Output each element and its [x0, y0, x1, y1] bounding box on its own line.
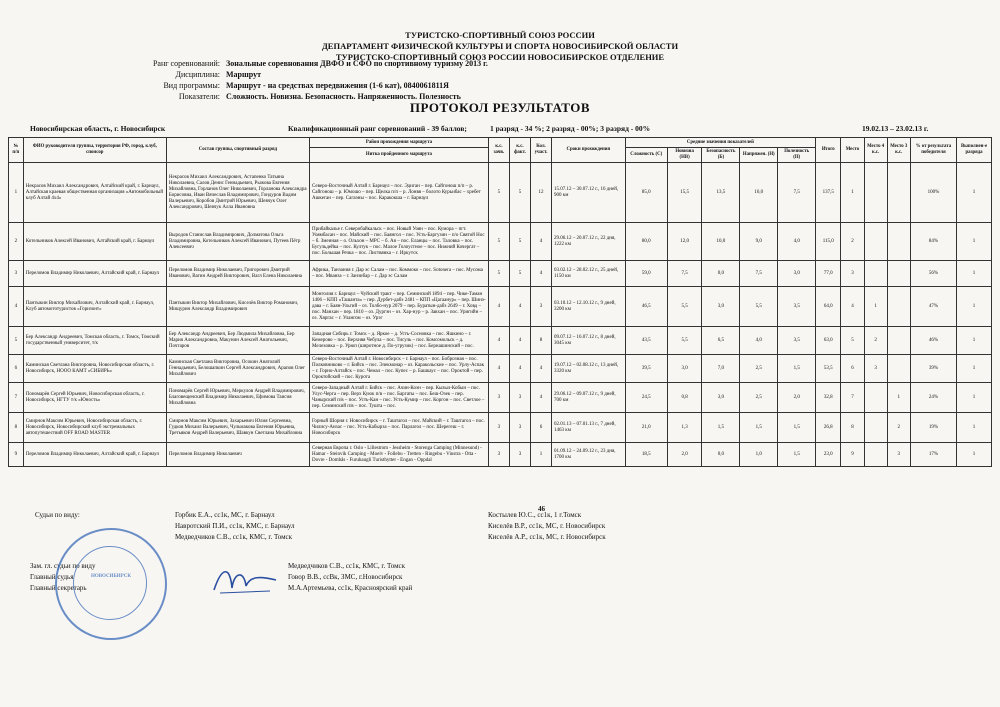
row-ks-plan: 4	[488, 327, 509, 355]
row-pct: 46%	[910, 327, 956, 355]
row-novelty: 5,5	[667, 327, 702, 355]
row-total: 63,0	[816, 327, 841, 355]
row-num: 1	[9, 163, 24, 223]
row-group: Смирнов Максим Юрьевич, Захарьевич Юлия Сергеевна, Гудков Михаил Валерьевич, Чульмакова Евгения Юрьевна, Третьяков Андрей Валерьевич, Шавкун Светлана Михайловна	[166, 413, 309, 443]
row-utility: 2,0	[778, 383, 816, 413]
row-leader: Каминская Светлана Викторовна, Новосибирская область, г. Новосибирск, НООО КАМТ «СИБИРЬ»	[23, 355, 166, 383]
row-group: Пантыкин Виктор Михайлович, Киселёв Виктор Романович, Мищурин Александр Владимирович	[166, 287, 309, 327]
row-grade: 1	[957, 413, 992, 443]
secretary-name: М.А.Артемьева, сс1к, Красноярский край	[288, 584, 413, 592]
meta-block	[20, 58, 488, 102]
judge-right: Киселёв В.Р., сс1к, МС, г. Новосибирск	[488, 522, 606, 530]
row-safety: 3,0	[702, 383, 740, 413]
row-safety: 7,0	[702, 355, 740, 383]
row-grade: 1	[957, 261, 992, 287]
subline-rank: Квалификационный ранг соревнований - 39 баллов;	[288, 124, 467, 133]
row-total: 23,0	[816, 443, 841, 467]
row-dates: 03.10.12 – 12.10.12 г., 9 дней, 3200 км	[552, 287, 626, 327]
row-complexity: 43,5	[625, 327, 667, 355]
row-dates: 01.09.12 – 24.09.12 г., 23 дня, 1700 км	[552, 443, 626, 467]
meta-key: Дисциплина:	[175, 70, 220, 79]
col-complexity: Сложность (С)	[625, 148, 667, 163]
row-utility: 3,5	[778, 327, 816, 355]
row-total: 77,0	[816, 261, 841, 287]
row-pct: 17%	[910, 443, 956, 467]
row-num: 9	[9, 443, 24, 467]
row-ks-plan: 3	[488, 413, 509, 443]
row-ks-fact: 3	[509, 383, 530, 413]
row-place: 6	[841, 355, 864, 383]
judge-left: Горбик Е.А., сс1к, МС, г. Барнаул	[175, 511, 275, 519]
meta-key: Вид программы:	[163, 81, 220, 90]
col-area-top: Район прохождения маршрута	[309, 138, 488, 148]
col-safety: Безопасность (Б)	[702, 148, 740, 163]
secretary-label: Главный секретарь	[30, 584, 87, 592]
col-dates: Сроки прохождения	[552, 138, 626, 163]
row-count: 4	[530, 261, 551, 287]
row-ks-plan: 3	[488, 443, 509, 467]
row-num: 8	[9, 413, 24, 443]
row-place3	[887, 327, 910, 355]
col-ks-plan: к.с. зачв.	[488, 138, 509, 163]
row-count: 6	[530, 413, 551, 443]
row-count: 8	[530, 327, 551, 355]
page-title: ПРОТОКОЛ РЕЗУЛЬТАТОВ	[409, 100, 591, 115]
row-safety: 3,0	[702, 287, 740, 327]
table-row	[9, 223, 992, 261]
row-pct: 56%	[910, 261, 956, 287]
row-place4	[864, 383, 887, 413]
row-leader: Пономарёв Сергей Юрьевич, Новосибирская область, г. Новосибирск, НГТУ т/к «Юность»	[23, 383, 166, 413]
row-novelty: 12,0	[667, 223, 702, 261]
row-route: Северо-Западный Алтай г. Бийск – пос. Ачин-Коэн – пер. Кызыл-Кобын – пос. Улус-Черга – пер. Верх Куюк п/в – пос. Баргаты – пос. Беш-Озек – пер. Чанырский п/в – пос. Усть-Кан – пос. Усть-Кумир – пос. Коргон – пос. Светлое – пер. Семинский п/в – пос. Тушта – пос.	[309, 383, 488, 413]
row-tension: 16,0	[740, 163, 778, 223]
deputy-label: Зам. гл. судьи по виду	[30, 562, 96, 570]
meta-value: Сложность. Новизна. Безопасность. Напряженность. Полезность	[226, 92, 461, 101]
row-complexity: 59,0	[625, 261, 667, 287]
row-safety: 1,5	[702, 413, 740, 443]
row-place4	[864, 443, 887, 467]
row-ks-plan: 4	[488, 355, 509, 383]
row-place3	[887, 223, 910, 261]
row-ks-plan: 5	[488, 163, 509, 223]
row-utility: 3,5	[778, 287, 816, 327]
row-leader: Некрасов Михаил Александрович, Алтайский край, г. Барнаул, Алтайская краевая общественная организация «Автомобильный клуб Алтай 4х4»	[23, 163, 166, 223]
row-grade: 1	[957, 163, 992, 223]
row-utility: 7,5	[778, 163, 816, 223]
col-ks-fact: к.с. факт.	[509, 138, 530, 163]
row-route: Африка, Танзания г. Дар эс Салам – пос. Коммоко – пос. Sotonera – пос. Мусома – пос. Мванза – г. Занзибар – г. Дар эс Салам	[309, 261, 488, 287]
judge-left: Медведчиков С.В., сс1к, КМС, г. Томск	[175, 533, 293, 541]
row-group: Переломов Владимир Николаевич	[166, 443, 309, 467]
row-ks-fact: 4	[509, 287, 530, 327]
results-table	[8, 137, 992, 467]
row-novelty: 2,0	[667, 443, 702, 467]
row-pct: 24%	[910, 383, 956, 413]
col-place: Место	[841, 138, 864, 163]
row-num: 5	[9, 327, 24, 355]
row-tension: 4,0	[740, 327, 778, 355]
row-tension: 9,0	[740, 223, 778, 261]
row-tension: 1,5	[740, 413, 778, 443]
row-dates: 19.07.12 – 02.08.12 г., 13 дней, 3320 км	[552, 355, 626, 383]
row-place: 9	[841, 443, 864, 467]
row-route: Горный Шория г. Новосибирск – г. Таштагол – пос. Майский – г. Таштагол – пос. Чилису-Анзас – пос. Усть-Кабырза – пос. Парлагол – пос. Шерегеш – г. Новосибирск	[309, 413, 488, 443]
row-place4: 1	[864, 287, 887, 327]
row-route: Западная Сибирь г. Томск – д. Яркое – д. Усть-Сосновка – пос. Яшкино – г. Кемерово – пос. Верхняя Чебула – пос. Тисуль – пос. Комсомольск – д. Мелеховка – р. Урюп (широтное д. По-угрузик) – пос. Бернашинский – пос.	[309, 327, 488, 355]
row-utility: 1,5	[778, 355, 816, 383]
subline-place: Новосибирская область, г. Новосибирск	[30, 124, 166, 133]
judge-left: Навротский П.И., сс1к, КМС, г. Барнаул	[175, 522, 295, 530]
row-place: 7	[841, 383, 864, 413]
row-total: 32,8	[816, 383, 841, 413]
subline-dates: 19.02.13 – 23.02.13 г.	[862, 124, 929, 133]
col-grade: Выполнен-е разряда	[957, 138, 992, 163]
row-num: 6	[9, 355, 24, 383]
row-complexity: 24,5	[625, 383, 667, 413]
col-tension: Напряжен. (Н)	[740, 148, 778, 163]
meta-value: Маршрут - на средствах передвижения (1-6 кат), 0840061811Я	[226, 81, 449, 90]
row-count: 4	[530, 355, 551, 383]
row-place3: 3	[887, 443, 910, 467]
row-place4	[864, 163, 887, 223]
row-route: Северо-Восточный Алтай г. Новосибирск – г. Барнаул – пос. Боброзная – пос. Полковниково – г. Бийск – пос. Элекмонар – оз. Каракольские – пос. Урлу-Аспак – г. Горно-Алтайск – пос. Чемал – пос. Купес – р. Башкаус – пос. Ороктой – пер. Ороктойский – пос. Курота	[309, 355, 488, 383]
row-place3	[887, 287, 910, 327]
row-novelty: 7,5	[667, 261, 702, 287]
row-complexity: 21,0	[625, 413, 667, 443]
row-leader: Переломов Владимир Николаевич, Алтайский край, г. Барнаул	[23, 443, 166, 467]
row-dates: 29.06.12 – 20.07.12 г., 22 дня, 1222 км	[552, 223, 626, 261]
row-pct: 47%	[910, 287, 956, 327]
row-grade: 1	[957, 287, 992, 327]
row-tension: 7,5	[740, 261, 778, 287]
row-novelty: 3,0	[667, 355, 702, 383]
row-grade: 1	[957, 327, 992, 355]
row-tension: 2,5	[740, 355, 778, 383]
col-leader: ФИО руководителя группы, территория РФ, город, клуб, спонсор	[23, 138, 166, 163]
row-count: 1	[530, 443, 551, 467]
row-place: 1	[841, 163, 864, 223]
table-row	[9, 163, 992, 223]
row-route: Северная Европа г. Oslo - Lillestrom - Jessheim - Storenga Camping (Minnesund) - Hamar - Steinvik Camping - Moelv - Follebu - Tretten - Ringebu - Vinstra - Otta - Dovre - Dombås - Furuhaugli Turisthytter - Engan - Oppdal	[309, 443, 488, 467]
row-leader: Пантыкин Виктор Михайлович, Алтайский край, г. Барнаул, Клуб автомототуристов «Горизонт»	[23, 287, 166, 327]
row-place3: 2	[887, 413, 910, 443]
row-dates: 29.06.12 – 09.07.12 г., 9 дней, 700 км	[552, 383, 626, 413]
row-pct: 84%	[910, 223, 956, 261]
stamp-text: НОВОСИБИРСК	[90, 574, 132, 579]
col-group: Состав группы, спортивный разряд	[166, 138, 309, 163]
row-route: Монголия г. Барнаул – Чуйский тракт – пер. Семинский 1894 – пер. Чике-Таман 1406 – КПП «Ташанта» – пер. Дурбет-дабэ 2481 – КПП «Цагаанур» – пер. Шинэ-дава – г. Баян-Ульгий – оз. Толбо-нур 2079 – пер. Буратын-дабэ 2649 – г. Ховд – пос. Манхан – пер. 1810 – оз. Дургэн – оз. Хар-нур – р. Завхан – пос. Уригийн – оз. Хяргас – г. Улангом – оз. Урэг	[309, 287, 488, 327]
header-line-3: ТУРИСТСКО-СПОРТИВНЫЙ СОЮЗ РОССИИ НОВОСИБИРСКОЕ ОТДЕЛЕНИЕ	[335, 52, 665, 62]
row-ks-plan: 3	[488, 383, 509, 413]
page-number: 46	[538, 505, 545, 513]
row-num: 7	[9, 383, 24, 413]
col-novelty: Новизна (НВ)	[667, 148, 702, 163]
row-grade: 1	[957, 443, 992, 467]
row-dates: 09.07.12 – 16.07.12 г., 8 дней, 3045 км	[552, 327, 626, 355]
row-ks-fact: 5	[509, 223, 530, 261]
row-total: 115,0	[816, 223, 841, 261]
row-complexity: 18,5	[625, 443, 667, 467]
row-novelty: 15,5	[667, 163, 702, 223]
row-num: 4	[9, 287, 24, 327]
row-safety: 10,0	[702, 223, 740, 261]
col-avg-group: Средние значения показателей	[625, 138, 815, 148]
signature-icon	[210, 560, 280, 600]
row-num: 3	[9, 261, 24, 287]
row-novelty: 0,8	[667, 383, 702, 413]
table-row	[9, 443, 992, 467]
col-count: Кол. участ.	[530, 138, 551, 163]
row-group: Выродов Станислав Владимирович, Долматова Ольга Владимировна, Котельников Алексей Иванович, Путеев Пётр Алексеевич	[166, 223, 309, 261]
col-place3: Место 3 к.с.	[887, 138, 910, 163]
row-total: 64,0	[816, 287, 841, 327]
row-pct: 39%	[910, 355, 956, 383]
row-place: 8	[841, 413, 864, 443]
row-ks-fact: 3	[509, 413, 530, 443]
row-grade: 1	[957, 223, 992, 261]
row-dates: 15.07.12 – 30.07.12 г., 16 дней, 900 км	[552, 163, 626, 223]
meta-value: Маршрут	[226, 70, 262, 79]
row-place: 3	[841, 261, 864, 287]
row-place3	[887, 163, 910, 223]
row-group: Некрасов Михаил Александрович, Астапенко Татьяна Николаевна, Салов Денис Геннадьевич, Рыжова Евгения Михайловна, Горланов Олег Николаевич, Горланова Александра Борисовна, Иван Вячеслав Владимирович, Гондуров Вадим Валерьевич, Коробов Дмитрий Юрьевич, Шевчук Олег Александрович, Шевчук Алла Ивановна	[166, 163, 309, 223]
col-total: Итого	[816, 138, 841, 163]
row-ks-plan: 4	[488, 287, 509, 327]
row-group: Пономарёв Сергей Юрьевич, Меркулов Андрей Владимирович, Благовещенский Владимир Николаевич, Ефимова Таисия Михайловна	[166, 383, 309, 413]
chief-name: Говор В.В., ссВк, ЗМС, г.Новосибирск	[288, 573, 403, 581]
row-ks-fact: 3	[509, 443, 530, 467]
row-count: 4	[530, 223, 551, 261]
table-row	[9, 383, 992, 413]
row-tension: 1,0	[740, 443, 778, 467]
row-ks-fact: 5	[509, 261, 530, 287]
judge-right: Киселёв А.Р., сс1к, МС, г. Новосибирск	[488, 533, 606, 541]
table-row	[9, 413, 992, 443]
col-utility: Полезность (П)	[778, 148, 816, 163]
row-safety: 6,5	[702, 327, 740, 355]
row-safety: 13,5	[702, 163, 740, 223]
meta-key: Показатели:	[178, 92, 220, 101]
row-leader: Переломов Владимир Николаевич, Алтайский край, г. Барнаул	[23, 261, 166, 287]
row-novelty: 1,3	[667, 413, 702, 443]
stamp-inner-ring	[73, 546, 147, 620]
table-row	[9, 261, 992, 287]
row-safety: 0,0	[702, 261, 740, 287]
row-utility: 3,0	[778, 261, 816, 287]
row-group: Каминская Светлана Викторовна, Осокин Анатолий Геннадьевич, Белошапкин Сергей Александрович, Арапов Олег Михайлович	[166, 355, 309, 383]
row-pct: 19%	[910, 413, 956, 443]
row-utility: 1,5	[778, 443, 816, 467]
table-row	[9, 287, 992, 327]
row-place3	[887, 261, 910, 287]
table-row	[9, 327, 992, 355]
row-ks-fact: 4	[509, 327, 530, 355]
col-pct: % от результата победителя	[910, 138, 956, 163]
row-total: 53,5	[816, 355, 841, 383]
row-place3: 1	[887, 383, 910, 413]
col-area-bottom: Нитка пройденного маршрута	[309, 148, 488, 163]
row-place4: 3	[864, 355, 887, 383]
official-stamp	[55, 528, 167, 640]
row-group: Бер Александр Андреевич, Бер Людмила Михайловна, Бер Мария Александровна, Макунин Алексей Анатольевич, Почтаров	[166, 327, 309, 355]
row-route: Северо-Восточный Алтай г. Барнаул – пос. Эдиган – пер. Сайгонош п/п – р. Сайгонош – р. Юмошо – пер. Щелка п/п – р. Лонвя – болото Курьибас – хребет Ашкеган – пер. Сагаэны – пос. Каракокша – г. Барнаул	[309, 163, 488, 223]
row-ks-plan: 5	[488, 223, 509, 261]
col-place4: Место 4 к.с.	[864, 138, 887, 163]
row-grade: 1	[957, 383, 992, 413]
row-utility: 4,0	[778, 223, 816, 261]
table-row	[9, 355, 992, 383]
row-count: 12	[530, 163, 551, 223]
row-place: 4	[841, 287, 864, 327]
meta-value: Зональные соревнования ДВФО и СФО по спортивному туризму 2013 г.	[226, 59, 488, 68]
row-count: 3	[530, 287, 551, 327]
row-ks-fact: 5	[509, 163, 530, 223]
header-line-1: ТУРИСТСКО-СПОРТИВНЫЙ СОЮЗ РОССИИ	[405, 30, 595, 40]
row-dates: 02.01.13 – 07.01.13 г., 7 дней, 1463 км	[552, 413, 626, 443]
subline-grades: 1 разряд - 34 %; 2 разряд - 00%; 3 разряд - 00%	[490, 124, 651, 133]
row-place4	[864, 413, 887, 443]
row-place4: 2	[864, 327, 887, 355]
row-pct: 100%	[910, 163, 956, 223]
row-tension: 2,5	[740, 383, 778, 413]
row-place: 2	[841, 223, 864, 261]
row-utility: 1,5	[778, 413, 816, 443]
row-tension: 5,5	[740, 287, 778, 327]
row-ks-fact: 4	[509, 355, 530, 383]
judge-right: Костылев Ю.С., сс1к, 1 г.Томск	[488, 511, 582, 519]
judges-label: Судьи по виду:	[35, 511, 80, 519]
row-complexity: 39,5	[625, 355, 667, 383]
row-route: Прибайкалье г. Северобайкальск – пос. Новый Уоян – пос. Кумора – пгт. Уоямбасан – пос. Майский – пос. Баянгол – пос. Усть-Баргузин – п/о Святой Нос – б. Змеиная – о. Ольхон – МРС – б. Ая – пос. Еланцы – пос. Таловка – пос. Бугульдейка – пос. Култук – пос. Малое Голоустное – пос. Нижний Кочергат – пос. Большая Речка – пос. Листвянка – г. Иркутск	[309, 223, 488, 261]
row-num: 2	[9, 223, 24, 261]
meta-key: Ранг соревнований:	[152, 59, 220, 68]
deputy-name: Медведчиков С.В., сс1к, КМС, г. Томск	[288, 562, 406, 570]
row-place: 5	[841, 327, 864, 355]
row-leader: Бер Александр Андреевич, Томская область, г. Томск, Томский государственный университет, т/к	[23, 327, 166, 355]
row-leader: Смирнов Максим Юрьевич, Новосибирская область, г. Новосибирск, Новосибирский клуб экстремальных автопутешествий OFF ROAD MASTER	[23, 413, 166, 443]
row-total: 137,5	[816, 163, 841, 223]
row-safety: 0,0	[702, 443, 740, 467]
row-count: 4	[530, 383, 551, 413]
row-total: 26,8	[816, 413, 841, 443]
row-grade: 1	[957, 355, 992, 383]
row-novelty: 5,5	[667, 287, 702, 327]
row-ks-plan: 5	[488, 261, 509, 287]
col-num: № п/п	[9, 138, 24, 163]
row-complexity: 46,5	[625, 287, 667, 327]
row-place4	[864, 261, 887, 287]
row-dates: 03.02.12 – 28.02.12 г., 25 дней, 1150 км	[552, 261, 626, 287]
row-complexity: 80,0	[625, 223, 667, 261]
row-place3	[887, 355, 910, 383]
row-group: Переломов Владимир Николаевич, Григорович Дмитрий Иванович, Вагин Андрей Викторович, Вагл Елена Николаевна	[166, 261, 309, 287]
chief-label: Главный судья	[30, 573, 74, 581]
row-leader: Котельников Алексей Иванович, Алтайский край, г. Барнаул	[23, 223, 166, 261]
row-complexity: 85,0	[625, 163, 667, 223]
header-line-2: ДЕПАРТАМЕНТ ФИЗИЧЕСКОЙ КУЛЬТУРЫ И СПОРТА НОВОСИБИРСКОЙ ОБЛАСТИ	[321, 41, 679, 51]
row-place4	[864, 223, 887, 261]
